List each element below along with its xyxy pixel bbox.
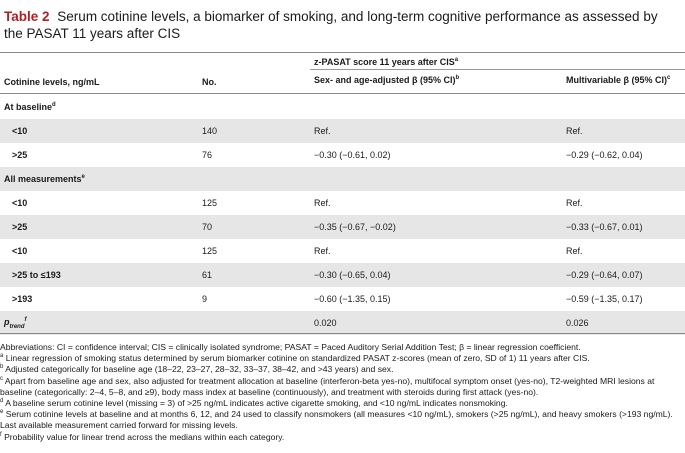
header-group-label: z-PASAT score 11 years after CIS$^a$ [314, 57, 459, 67]
table-row [0, 287, 685, 311]
footnote-d: $^d$ A baseline serum cotinine level (missing = 3) of >25 ng/mL indicates active cigarette smoking, and <10 ng/mL indicates nonsmoking. [0, 398, 508, 409]
row-number: 61 [202, 270, 213, 280]
row-number: 9 [202, 294, 208, 304]
table-row [0, 191, 685, 215]
row-adjusted-beta: −0.30 (−0.61, 0.02) [314, 150, 391, 160]
row-number: 140 [202, 126, 218, 136]
row-label: >25 to ≤193 [12, 270, 61, 280]
col-header-multivariable: Multivariable β (95% CI)$^c$ [566, 75, 671, 85]
section-label: All measurements$^e$ [4, 174, 85, 184]
col-header-adjusted: Sex- and age-adjusted β (95% CI)$^b$ [314, 75, 460, 85]
table-label: Table 2 [4, 9, 50, 24]
row-multivariable-beta: −0.33 (−0.67, 0.01) [566, 222, 643, 232]
section-row [0, 167, 685, 191]
row-multivariable-beta: −0.29 (−0.62, 0.04) [566, 150, 643, 160]
row-number: 70 [202, 222, 213, 232]
row-label: <10 [12, 198, 28, 208]
row-adjusted-beta: Ref. [314, 198, 331, 208]
table-bottom-rule [0, 333, 685, 334]
section-row [0, 95, 685, 119]
row-multivariable-beta: Ref. [566, 198, 583, 208]
row-adjusted-beta: −0.30 (−0.65, 0.04) [314, 270, 391, 280]
row-multivariable-beta: −0.29 (−0.64, 0.07) [566, 270, 643, 280]
footnote-a: $^a$ Linear regression of smoking status determined by serum biomarker cotinine on standardized PASAT z-scores (mean of zero, SD of 1) 11 years after CIS. [0, 353, 590, 364]
row-adjusted-beta: Ref. [314, 126, 331, 136]
p-trend-row [0, 311, 685, 335]
table-row [0, 143, 685, 167]
p-trend-label: $p_{trend}^f$ [4, 317, 27, 330]
row-label: >25 [12, 222, 28, 232]
p-trend-multivariable: 0.026 [566, 318, 589, 328]
table-top-rule [0, 52, 685, 53]
row-multivariable-beta: Ref. [566, 126, 583, 136]
footnote-f: $^f$ Probability value for linear trend across the medians within each category. [0, 431, 285, 442]
col-header-cotinine: Cotinine levels, ng/mL [4, 77, 100, 87]
table-row [0, 263, 685, 287]
row-adjusted-beta: −0.35 (−0.67, −0.02) [314, 222, 396, 232]
section-label: At baseline$^d$ [4, 102, 56, 112]
row-adjusted-beta: −0.60 (−1.35, 0.15) [314, 294, 391, 304]
row-number: 125 [202, 198, 218, 208]
row-adjusted-beta: Ref. [314, 246, 331, 256]
row-label: <10 [12, 126, 28, 136]
table-title: Serum cotinine levels, a biomarker of smoking, and long-term cognitive performance as assessed by the PASAT 11 years after CIS [4, 9, 658, 41]
table-footnotes [0, 342, 684, 443]
footnote-b: $^b$ Adjusted categorically for baseline age (18–22, 23–27, 28–32, 33–37, 38–42, and >43 years) and sex. [0, 364, 394, 375]
footnote-e: $^e$ Serum cotinine levels at baseline and at months 6, 12, and 24 used to classify nonsmokers (all measures <10 ng/mL), smokers (>25 ng/mL), and heavy smokers (>193 ng/mL). Last available measurement carried forward for missing levels. [0, 409, 673, 431]
table-row [0, 239, 685, 263]
row-label: <10 [12, 246, 28, 256]
header-group-rule [310, 69, 685, 70]
header-rule [0, 93, 685, 94]
row-label: >193 [12, 294, 33, 304]
table-row [0, 119, 685, 143]
row-number: 76 [202, 150, 213, 160]
p-trend-adjusted: 0.020 [314, 318, 337, 328]
table-caption [4, 8, 680, 42]
row-multivariable-beta: −0.59 (−1.35, 0.17) [566, 294, 643, 304]
row-multivariable-beta: Ref. [566, 246, 583, 256]
col-header-number: No. [202, 77, 217, 87]
row-label: >25 [12, 150, 28, 160]
footnote-c: $^c$ Apart from baseline age and sex, also adjusted for treatment allocation at baseline (interferon-beta yes-no), multifocal symptom onset (yes-no), T2-weighted MRI lesions at baseline (categorically: 2–4, 5–8, and ≥9), body mass index at baseline (continuously), and treatment with steroids during first attack (yes-no). [0, 375, 655, 397]
footnote-abbreviations: Abbreviations: CI = confidence interval; CIS = clinically isolated syndrome; PASAT = Paced Auditory Serial Addition Test; β = linear regression coefficient. [0, 342, 581, 352]
row-number: 125 [202, 246, 218, 256]
table-row [0, 215, 685, 239]
